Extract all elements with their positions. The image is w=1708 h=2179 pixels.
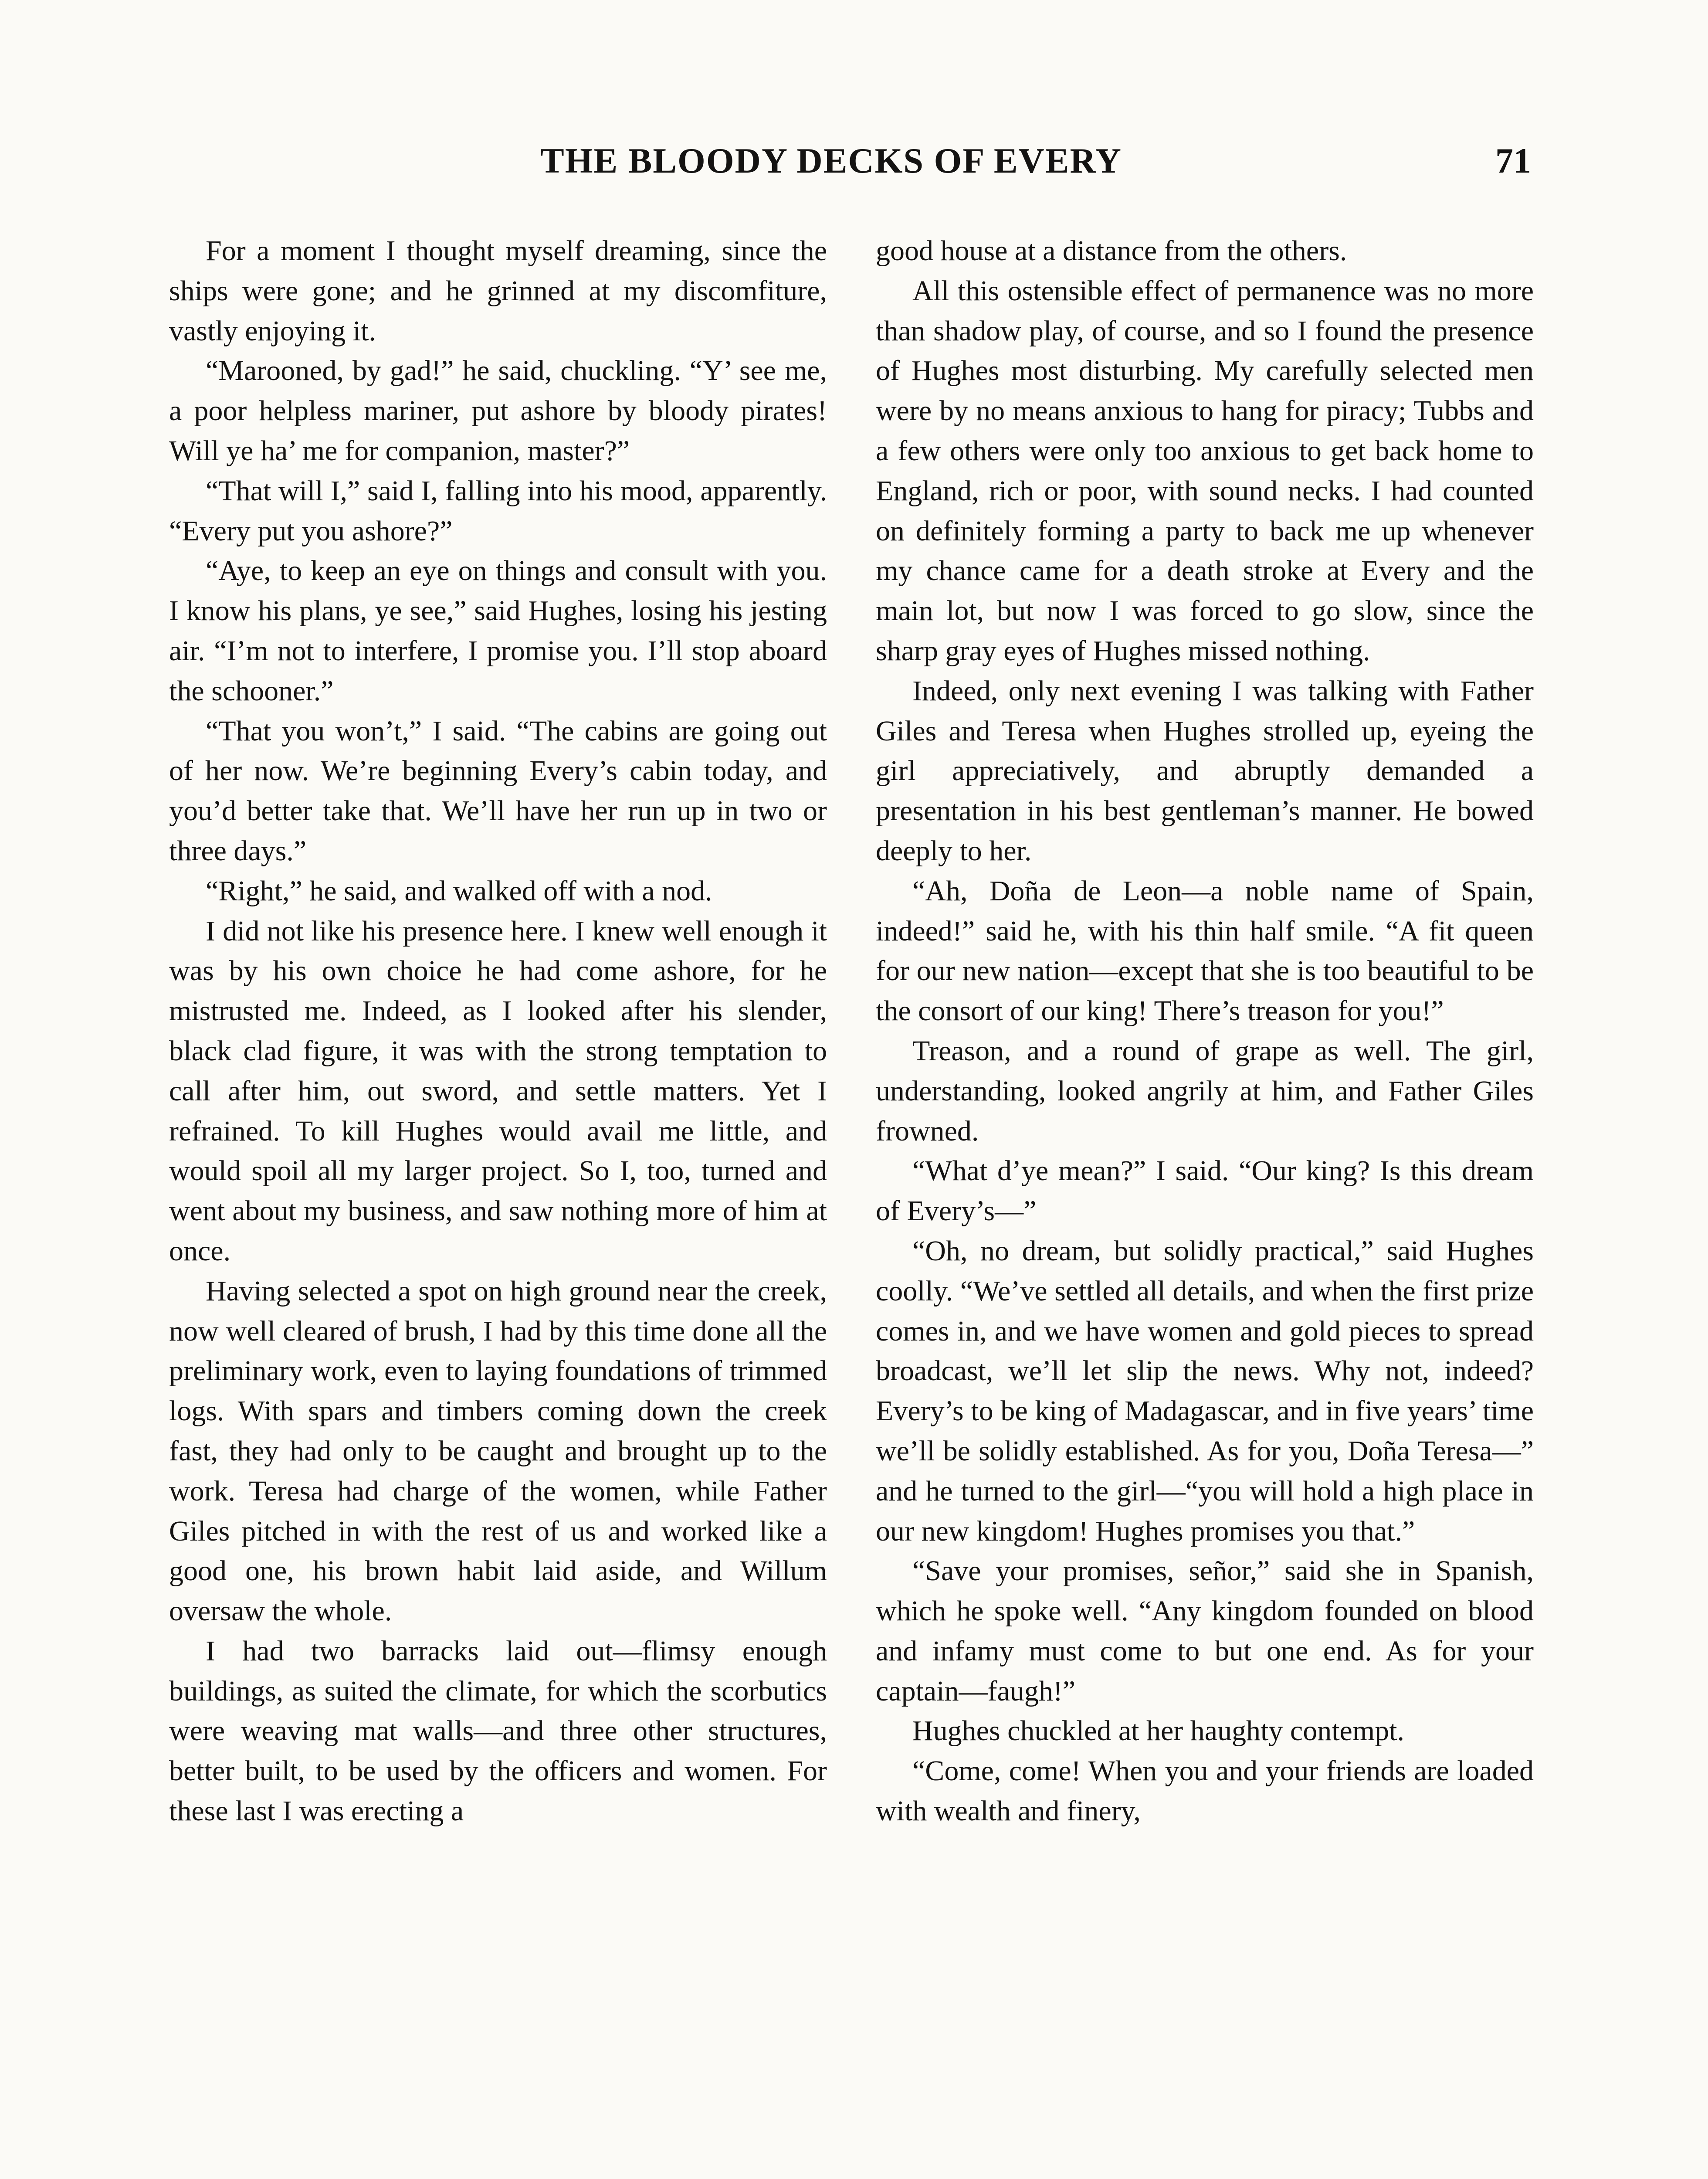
paragraph: “What d’ye mean?” I said. “Our king? Is this dream of Every’s—” [876,1155,1534,1227]
paragraph: “Right,” he said, and walked off with a nod. [206,875,712,907]
paragraph: I did not like his presence here. I knew well enough it was by his own choice he had come ashore, for he mistrusted me. Indeed, as I looked after his slender, black clad figure, it was with the strong temptation to call after him, out sword, and settle matters. Yet I refrained. To kill Hughes would avail me little, and would spoil all my larger project. So I, too, turned and went about my business, and saw nothing more of him at once. [169,915,827,1267]
paragraph: “Oh, no dream, but solidly practical,” said Hughes coolly. “We’ve settled all details, and when the first prize comes in, and we have women and gold pieces to spread broadcast, we’ll let slip the news. Why not, indeed? Every’s to be king of Madagascar, and in five years’ time we’ll be solidly established. As for you, Doña Teresa—” and he turned to the girl—“you will hold a high place in our new kingdom! Hughes promises you that.” [876,1235,1534,1547]
paragraph: “That you won’t,” I said. “The cabins are going out of her now. We’re beginning Every’s cabin today, and you’d better take that. We’ll have her run up in two or three days.” [169,715,827,867]
paragraph: Treason, and a round of grape as well. The girl, understanding, looked angrily at him, and Father Giles frowned. [876,1035,1534,1147]
paragraph: “Come, come! When you and your friends are loaded with wealth and finery, [876,1755,1534,1827]
paragraph: Having selected a spot on high ground near the creek, now well cleared of brush, I had by this time done all the preliminary work, even to laying foundations of trimmed logs. With spars and timbers coming down the creek fast, they had only to be caught and brought up to the work. Teresa had charge of the women, while Father Giles pitched in with the rest of us and worked like a good one, his brown habit laid aside, and Willum oversaw the whole. [169,1275,827,1627]
paragraph: good house at a distance from the others. [876,235,1347,267]
paragraph: “Ah, Doña de Leon—a noble name of Spain, indeed!” said he, with his thin half smile. “A fit queen for our new nation—except that she is too beautiful to be the consort of our king! There’s treason for you!” [876,875,1534,1027]
paragraph: Hughes chuckled at her haughty contempt. [912,1715,1404,1747]
paragraph: “That will I,” said I, falling into his mood, apparently. “Every put you ashore?” [169,475,827,547]
paragraph: “Save your promises, señor,” said she in Spanish, which he spoke well. “Any kingdom founded on blood and infamy must come to but one end. As for your captain—faugh!” [876,1555,1534,1707]
running-head: THE BLOODY DECKS OF EVERY [540,141,1122,180]
paragraph: I had two barracks laid out—flimsy enough buildings, as suited the climate, for which the scorbutics were weaving mat walls—and three other structures, better built, to be used by the officers and women. For these last I was erecting a [169,1635,827,1827]
page-number: 71 [1495,141,1531,180]
paragraph: All this ostensible effect of permanence was no more than shadow play, of course, and so I found the presence of Hughes most disturbing. My carefully selected men were by no means anxious to hang for piracy; Tubbs and a few others were only too anxious to get back home to England, rich or poor, with sound necks. I had counted on definitely forming a party to back me up whenever my chance came for a death stroke at Every and the main lot, but now I was forced to go slow, since the sharp gray eyes of Hughes missed nothing. [876,275,1534,667]
text-column-left [169,231,827,1831]
paragraph: Indeed, only next evening I was talking with Father Giles and Teresa when Hughes strolled up, eyeing the girl appreciatively, and abruptly demanded a presentation in his best gentleman’s manner. He bowed deeply to her. [876,675,1534,867]
paragraph: “Marooned, by gad!” he said, chuckling. “Y’ see me, a poor helpless mariner, put ashore by bloody pirates! Will ye ha’ me for companion, master?” [169,355,827,467]
text-column-right [876,231,1534,1831]
paragraph: For a moment I thought myself dreaming, since the ships were gone; and he grinned at my discomfiture, vastly enjoying it. [169,235,827,347]
paragraph: “Aye, to keep an eye on things and consult with you. I know his plans, ye see,” said Hughes, losing his jesting air. “I’m not to interfere, I promise you. I’ll stop aboard the schooner.” [169,555,827,707]
